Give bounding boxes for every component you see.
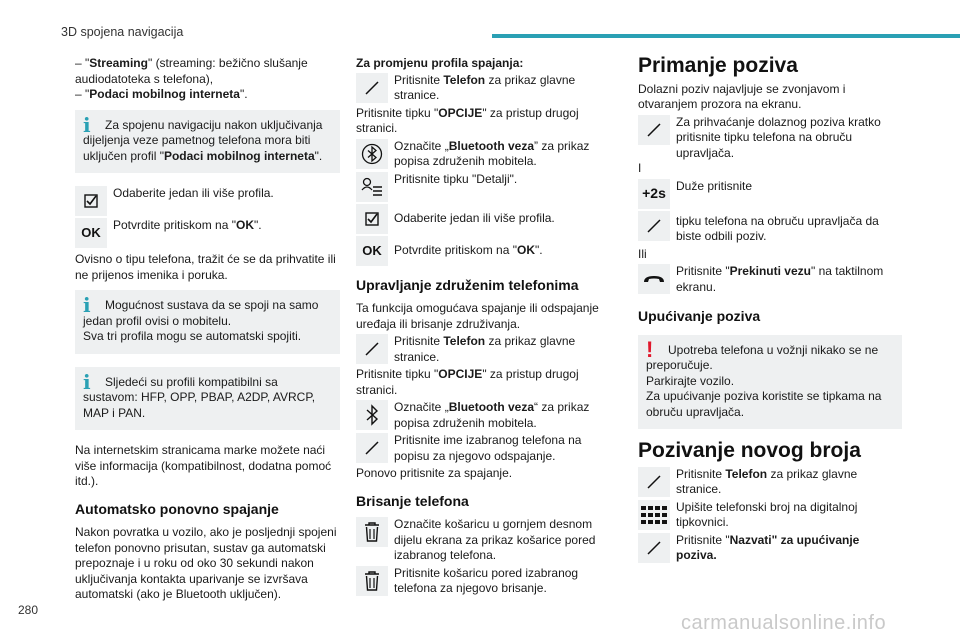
step-new-phone: [638, 467, 902, 498]
step-text: Označite „Bluetooth veza” za prikaz popisa združenih mobitela.: [394, 138, 590, 168]
step-select-profiles: [75, 186, 340, 216]
heading-receive-call: Primanje poziva: [638, 54, 798, 77]
hangup-icon: [638, 264, 670, 294]
trash-icon: [356, 566, 388, 596]
step-call: [638, 533, 902, 564]
checkbox-icon: [75, 186, 107, 216]
column-2: [356, 56, 606, 599]
step-reconnect: Ponovo pritisnite za spajanje.: [356, 466, 513, 480]
step-select-profiles-2: [356, 204, 606, 234]
step-manage-phone: [356, 334, 606, 365]
trash-icon: [356, 517, 388, 547]
column-1: [75, 56, 340, 610]
long-press-2s-icon: +2s: [638, 179, 670, 209]
step-text: Odaberite jedan ili više profila.: [113, 186, 274, 200]
details-list-icon: [356, 172, 388, 202]
ok-icon: OK: [356, 236, 388, 266]
step-text: Odaberite jedan ili više profila.: [394, 210, 555, 225]
step-long-press: [638, 179, 902, 209]
heading-manage-phones: Upravljanje združenim telefonima: [356, 276, 579, 293]
checkbox-icon: [356, 204, 388, 234]
step-confirm-ok-2: [356, 236, 606, 266]
paragraph-phonebook: Ovisno o tipu telefona, tražit će se da prihvatite ili ne prijenos imenika i poruka.: [75, 252, 336, 282]
step-press-phone: [356, 73, 606, 104]
step-text: Označite „Bluetooth veza“ za prikaz popisa združenih mobitela.: [394, 400, 590, 430]
step-text: Pritisnite "Prekinuti vezu" na taktilnom ekranu.: [676, 264, 884, 294]
step-text: Duže pritisnite: [676, 178, 753, 193]
step-text: Potvrdite pritiskom na "OK".: [113, 218, 262, 232]
watermark: carmanualsonline.info: [681, 612, 887, 634]
heading-delete-phone: Brisanje telefona: [356, 492, 469, 509]
step-delete-confirm: [356, 566, 606, 597]
step-accept-call: [638, 115, 902, 162]
info-box-single-profile: i Mogućnost sustava da se spoji na samo jedan profil ovisi o mobitelu. Sva tri profila mogu se automatski spojiti.: [75, 290, 340, 354]
step-text: Pritisnite "Nazvati" za upućivanje poziva.: [676, 532, 860, 562]
step-text: tipku telefona na obruču upravljača da biste odbili poziv.: [676, 213, 879, 243]
step-text: Za prihvaćanje dolaznog poziva kratko pritisnite tipku telefona na obruču upravljača.: [676, 114, 881, 160]
header-title: 3D spojena navigacija: [61, 25, 184, 39]
step-text: Pritisnite Telefon za prikaz glavne stranice.: [394, 334, 576, 364]
bluetooth-icon: [356, 139, 388, 169]
keypad-icon: [638, 500, 670, 530]
warning-icon: !: [646, 336, 654, 362]
paragraph-receive: Dolazni poziv najavljuje se zvonjavom i otvaranjem prozora na ekranu.: [638, 81, 846, 111]
step-text: Pritisnite Telefon za prikaz glavne stranice.: [394, 72, 576, 102]
info-icon: i: [83, 369, 91, 394]
touch-icon: [356, 334, 388, 364]
page-number: 280: [18, 603, 39, 617]
header-accent-bar: [492, 34, 960, 38]
heading-new-number: Pozivanje novog broja: [638, 439, 861, 462]
bluetooth-icon: [356, 400, 388, 430]
step-details: [356, 172, 606, 202]
step-keypad: [638, 500, 902, 531]
step-text: Pritisnite košaricu pored izabranog telefona za njegovo brisanje.: [394, 565, 579, 595]
step-text: Pritisnite ime izabranog telefona na popisu za njegovo odspajanje.: [394, 433, 582, 463]
heading-change-profile: Za promjenu profila spajanja:: [356, 56, 524, 70]
paragraph-auto-reconnect: Nakon povratka u vozilo, ako je posljednji spojeni telefon ponovno prisutan, sustav ga automatski prepoznaje i u roku od oko 30 sekundi nakon uključivanja kontakta uparivanje se izvršava automatski (ako je Bluetooth uključen).: [75, 525, 337, 601]
step-text: Upišite telefonski broj na digitalnoj tipkovnici.: [676, 499, 858, 529]
touch-icon: [638, 211, 670, 241]
warning-box: ! Upotreba telefona u vožnji nikako se ne preporučuje. Parkirajte vozilo. Za upućivanje poziva koristite se tipkama na obruču upravljača.: [638, 335, 902, 430]
column-3: [638, 56, 902, 566]
info-icon: i: [83, 112, 91, 137]
step-text: Pritisnite Telefon za prikaz glavne stranice.: [676, 466, 858, 496]
step-delete-mark: [356, 517, 606, 564]
touch-icon: [638, 115, 670, 145]
touch-icon: [638, 467, 670, 497]
or-label: Ili: [638, 246, 647, 261]
heading-outgoing-call: Upućivanje poziva: [638, 308, 761, 324]
step-manage-name: [356, 433, 606, 464]
paragraph-website: Na internetskim stranicama marke možete naći više informacija (kompatibilnost, dodatna pomoć itd.).: [75, 443, 332, 488]
info-icon: i: [83, 293, 91, 317]
info-box-compatible-profiles: i Sljedeći su profili kompatibilni sa sustavom: HFP, OPP, PBAP, A2DP, AVRCP, MAP i PAN.: [75, 367, 340, 431]
step-text: Pritisnite tipku "Detalji".: [394, 171, 518, 186]
step-manage-bluetooth: [356, 400, 606, 431]
step-hangup: [638, 264, 902, 295]
touch-icon: [638, 533, 670, 563]
step-text: Potvrdite pritiskom na "OK".: [394, 242, 543, 257]
touch-icon: [356, 433, 388, 463]
heading-auto-reconnect: Automatsko ponovno spajanje: [75, 500, 279, 517]
step-text: Označite košaricu u gornjem desnom dijelu ekrana za prikaz košarice pored izabranog telefona.: [394, 517, 596, 562]
step-bluetooth: [356, 139, 606, 170]
ok-icon: OK: [75, 218, 107, 248]
step-reject-call: [638, 211, 902, 245]
step-manage-options: Pritisnite tipku "OPCIJE" za pristup drugoj stranici.: [356, 367, 579, 397]
touch-icon: [356, 73, 388, 103]
info-box-profile: i Za spojenu navigaciju nakon uključivanja dijeljenja veze pametnog telefona mora biti uključen profil "Podaci mobilnog interneta".: [75, 110, 340, 174]
step-options: Pritisnite tipku "OPCIJE" za pristup drugoj stranici.: [356, 105, 579, 135]
or-label: I: [638, 161, 642, 175]
streaming-item: – "Streaming" (streaming: bežično slušanje audiodatoteka s telefona), – "Podaci mobilnog interneta".: [75, 56, 308, 101]
step-confirm-ok: [75, 218, 340, 248]
paragraph-manage: Ta funkcija omogućava spajanje ili odspajanje uređaja ili brisanje združivanja.: [356, 301, 599, 331]
